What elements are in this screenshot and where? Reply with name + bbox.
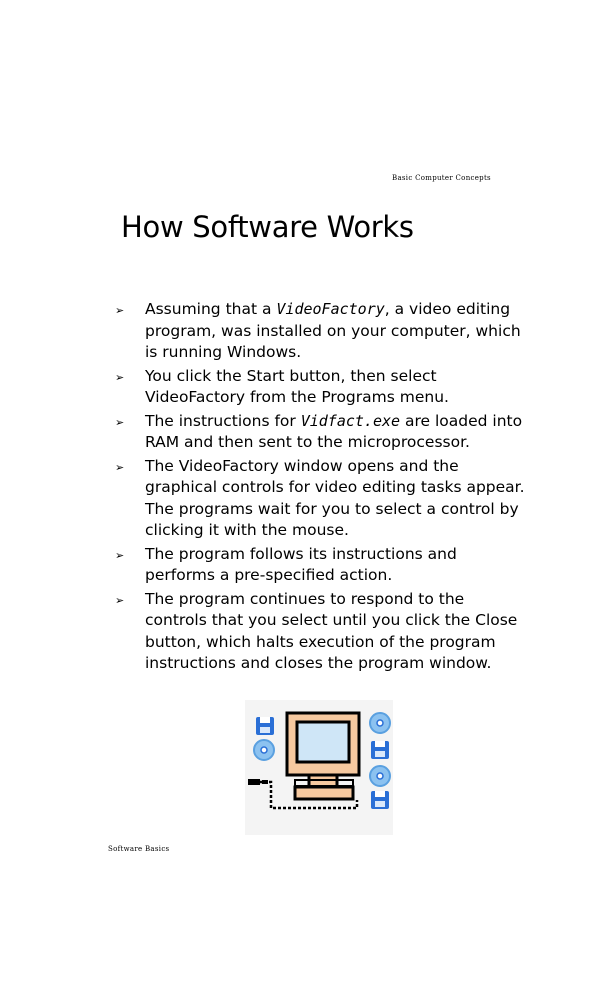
- list-item: ➢ Assuming that a VideoFactory, a video editing program, was installed on your computer, which is running Windows.: [115, 300, 521, 361]
- arrowhead-bullet-icon: ➢: [115, 370, 125, 384]
- arrowhead-bullet-icon: ➢: [115, 460, 125, 474]
- bullet-list: [115, 299, 525, 677]
- list-item: ➢ The instructions for Vidfact.exe are loaded into RAM and then sent to the microprocessor.: [115, 411, 523, 451]
- arrowhead-bullet-icon: ➢: [115, 415, 125, 429]
- arrowhead-bullet-icon: ➢: [115, 304, 125, 317]
- list-item: ➢ The program continues to respond to the controls that you select until you click the Close button, which halts execution of the program instructions and closes the program window.: [115, 589, 518, 672]
- page-footer: Software Basics: [108, 845, 170, 853]
- running-header: Basic Computer Concepts: [392, 174, 491, 182]
- list-item: ➢ You click the Start button, then select VideoFactory from the Programs menu.: [115, 366, 449, 406]
- list-item: ➢ The VideoFactory window opens and the graphical controls for video editing tasks appear. The programs wait for you to select a control by clicking it with the mouse.: [115, 456, 525, 539]
- list-item: ➢ The program follows its instructions and performs a pre-specified action.: [115, 544, 457, 584]
- arrowhead-bullet-icon: ➢: [115, 593, 125, 607]
- computer-with-disks-clipart: [245, 700, 393, 835]
- arrowhead-bullet-icon: ➢: [115, 548, 125, 562]
- page-title: How Software Works: [121, 210, 414, 244]
